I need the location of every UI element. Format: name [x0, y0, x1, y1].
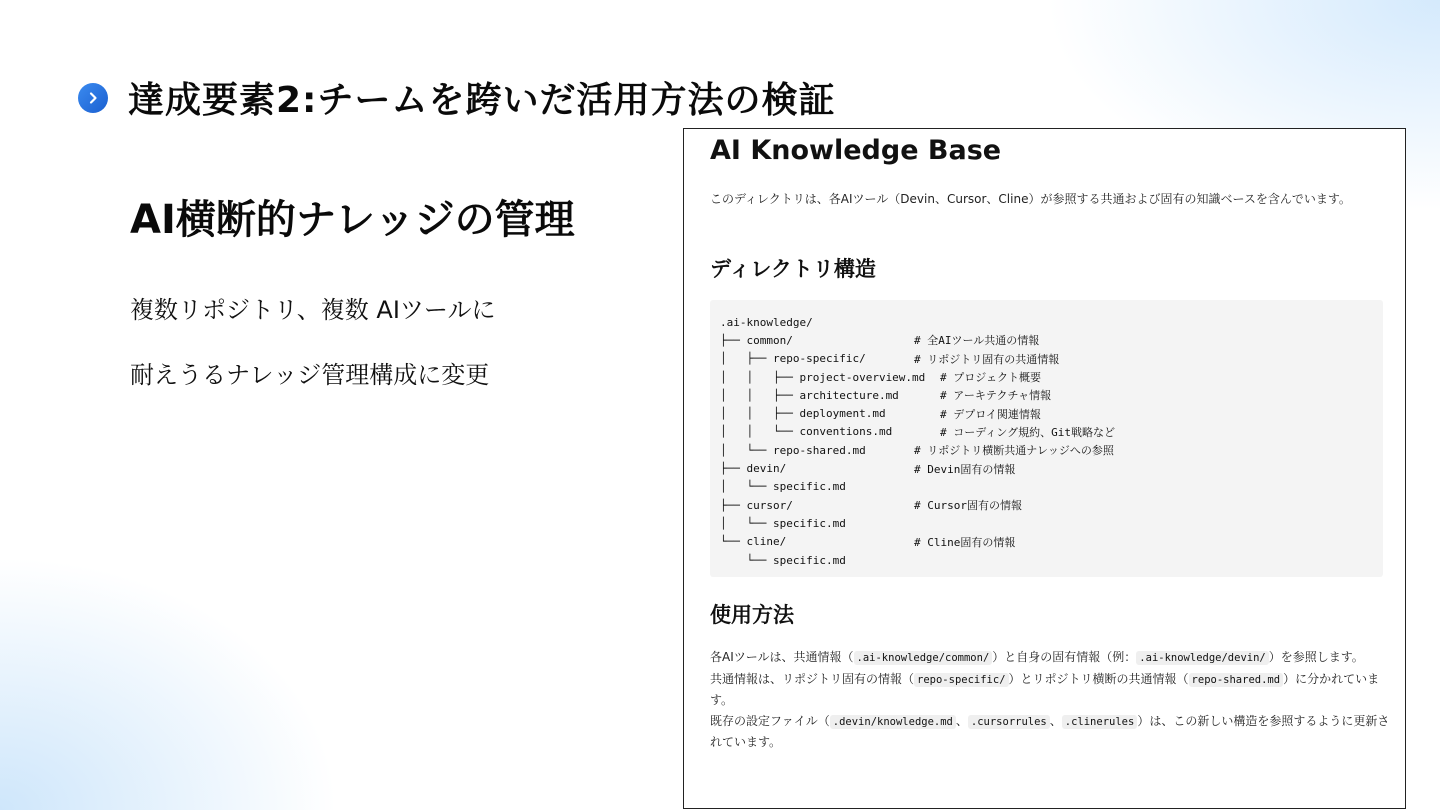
- tree-line: [720, 551, 1373, 569]
- doc-title: AI Knowledge Base: [710, 135, 1002, 166]
- directory-tree-code-block: [710, 300, 1383, 577]
- tree-path: │ └── specific.md: [720, 480, 846, 494]
- tree-path: ├── common/: [720, 333, 793, 347]
- usage-text-segment: ）と自身の固有情報（例：: [992, 650, 1137, 664]
- tree-path: ├── cursor/: [720, 498, 793, 512]
- tree-line: [720, 441, 1373, 459]
- tree-comment: # リポジトリ固有の共通情報: [914, 352, 1060, 366]
- tree-comment: # コーディング規約、Git戦略など: [940, 425, 1116, 439]
- tree-path: │ │ ├── project-overview.md: [720, 370, 926, 384]
- tree-line: [720, 404, 1373, 422]
- tree-path: │ └── repo-shared.md: [720, 443, 866, 457]
- tree-path: └── cline/: [720, 535, 787, 549]
- doc-intro: このディレクトリは、各AIツール（Devin、Cursor、Cline）が参照する共通および固有の知識ベースを含んでいます。: [710, 192, 1351, 206]
- inline-code: .cursorrules: [968, 715, 1050, 729]
- inline-code: .ai-knowledge/devin/: [1136, 651, 1268, 665]
- left-description-line-2: 耐えうるナレッジ管理構成に変更: [130, 361, 490, 389]
- tree-comment: # アーキテクチャ情報: [940, 389, 1052, 403]
- inline-code: repo-shared.md: [1189, 673, 1284, 687]
- usage-text-segment: ）を参照します。: [1268, 650, 1364, 664]
- usage-text-segment: 、: [955, 713, 968, 728]
- usage-text-segment: ）は、この新しい構造を参照するように更新されています。: [710, 713, 1390, 749]
- inline-code: .ai-knowledge/common/: [854, 651, 993, 665]
- tree-line: [720, 350, 1373, 368]
- tree-comment: # デプロイ関連情報: [940, 407, 1041, 421]
- tree-line: [720, 478, 1373, 496]
- tree-line: [720, 423, 1373, 441]
- usage-text-segment: ）とリポジトリ横断の共通情報（: [1008, 671, 1189, 686]
- tree-comment: # プロジェクト概要: [940, 371, 1042, 385]
- tree-line: [720, 514, 1373, 532]
- tree-path: ├── devin/: [720, 462, 787, 476]
- inline-code: repo-specific/: [914, 673, 1009, 687]
- tree-line: [720, 386, 1373, 404]
- usage-heading: 使用方法: [710, 603, 794, 627]
- tree-path: .ai-knowledge/: [720, 315, 813, 329]
- tree-path: │ └── specific.md: [720, 516, 846, 530]
- tree-path: │ │ ├── deployment.md: [720, 407, 886, 421]
- inline-code: .clinerules: [1062, 715, 1138, 729]
- usage-text-segment: ）に分かれています。: [710, 671, 1380, 707]
- left-heading: AI横断的ナレッジの管理: [130, 197, 575, 243]
- tree-comment: # Devin固有の情報: [914, 462, 1016, 476]
- tree-comment: # 全AIツール共通の情報: [914, 334, 1040, 348]
- tree-comment: # Cline固有の情報: [914, 535, 1016, 549]
- usage-text-segment: 共通情報は、リポジトリ固有の情報（: [710, 671, 915, 686]
- tree-line: [720, 496, 1373, 514]
- tree-path: │ │ └── conventions.md: [720, 425, 893, 439]
- tree-path: │ │ ├── architecture.md: [720, 388, 899, 402]
- tree-comment: # Cursor固有の情報: [914, 499, 1022, 513]
- tree-path: └── specific.md: [720, 553, 846, 567]
- readme-screenshot-panel: [683, 128, 1406, 809]
- usage-text: [710, 647, 1390, 753]
- tree-line: [720, 331, 1373, 349]
- usage-text-segment: 既存の設定ファイル（: [710, 713, 830, 728]
- usage-paragraph: [710, 647, 1390, 669]
- tree-comment: # リポジトリ横断共通ナレッジへの参照: [914, 444, 1114, 458]
- tree-line: [720, 533, 1373, 551]
- left-description-line-1: 複数リポジトリ、複数 AIツールに: [130, 296, 496, 324]
- slide-title: [78, 72, 835, 123]
- tree-line: [720, 313, 1373, 331]
- directory-structure-heading: ディレクトリ構造: [710, 257, 876, 281]
- usage-paragraph: [710, 669, 1390, 711]
- slide-title-text: 達成要素2:チームを跨いだ活用方法の検証: [128, 80, 836, 121]
- inline-code: .devin/knowledge.md: [830, 715, 956, 729]
- usage-text-segment: 各AIツールは、共通情報（: [710, 650, 854, 664]
- tree-line: [720, 459, 1373, 477]
- tree-path: │ ├── repo-specific/: [720, 352, 866, 366]
- tree-line: [720, 368, 1373, 386]
- usage-paragraph: [710, 711, 1390, 753]
- usage-text-segment: 、: [1049, 713, 1062, 728]
- chevron-right-circle-icon: [78, 83, 108, 113]
